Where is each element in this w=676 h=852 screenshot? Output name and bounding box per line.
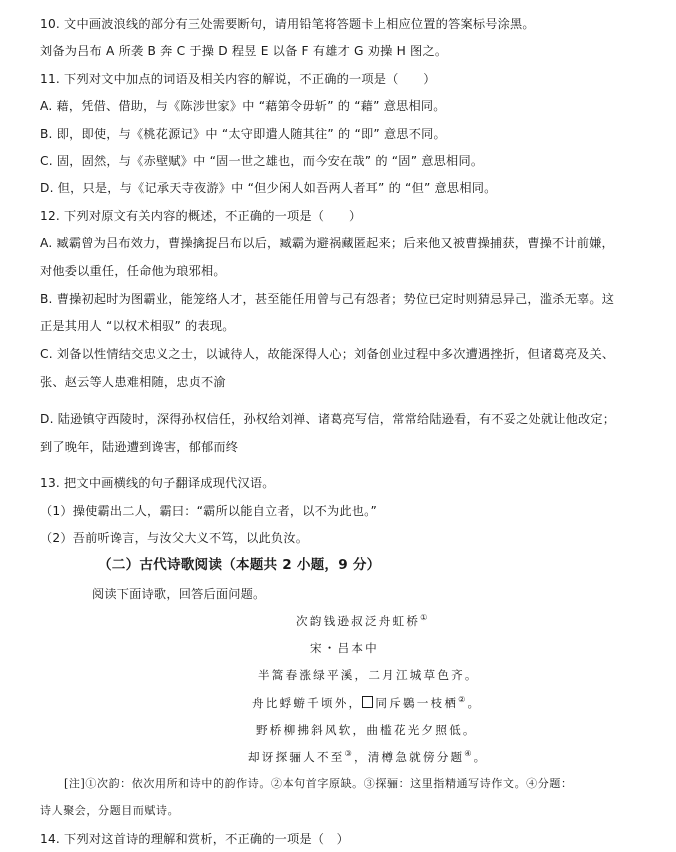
q11-option-b: B. 即，即使，与《桃花源记》中 “太守即遣人随其往” 的 “即” 意思不同。 <box>40 127 446 141</box>
q11-option-a: A. 藉，凭借、借助，与《陈涉世家》中 “藉第令毋斩” 的 “藉” 意思相同。 <box>40 99 446 113</box>
poem-line-4-note: ③ <box>344 749 354 759</box>
q12-stem: 12. 下列对原文有关内容的概述，不正确的一项是（ ） <box>40 209 362 223</box>
poem-notes-line1: [注]①次韵：依次用所和诗中的韵作诗。②本句首字原缺。③探骊：这里指精通写诗作文。④分题： <box>64 777 573 790</box>
q12-option-a-line2: 对他委以重任，任命他为琅邪相。 <box>40 264 226 278</box>
poem-line-2-post: 同斥鷃一枝栖 <box>375 696 459 710</box>
poem-line-2-note: ② <box>458 695 468 705</box>
q13-item-1: （1）操使霸出二人，霸曰：“霸所以能自立者，以不为此也。” <box>40 504 377 518</box>
poem-line-4-mid: ，清樽急就傍分题 <box>353 750 465 764</box>
q12-option-d-line2: 到了晚年，陆逊遭到谗害，郁郁而终 <box>40 440 239 454</box>
q12-option-b-line2: 正是其用人 “以权术相驭” 的表现。 <box>40 319 235 333</box>
section-instruction: 阅读下面诗歌，回答后面问题。 <box>92 587 266 601</box>
section-title: （二）古代诗歌阅读（本题共 2 小题，9 分） <box>98 557 381 573</box>
q12-option-c-line2: 张、赵云等人患难相随，忠贞不渝 <box>40 375 226 389</box>
missing-character-box <box>362 696 373 708</box>
poem-line-4-note2: ④ <box>464 749 474 759</box>
q12-option-d-line1: D. 陆逊镇守西陵时，深得孙权信任，孙权给刘禅、诸葛亮写信，常常给陆逊看，有不妥之处就让他改定； <box>40 412 616 426</box>
q10-text: 刘备为吕布 A 所袭 B 奔 C 于操 D 程昱 E 以备 F 有雄才 G 劝操 H 图之。 <box>40 44 448 58</box>
poem-line-3: 野桥柳拂斜风软，曲槛花光夕照低。 <box>256 723 477 737</box>
q12-option-a-line1: A. 臧霸曾为吕布效力，曹操擒捉吕布以后，臧霸为避祸藏匿起来；后来他又被曹操捕获，曹操不计前嫌， <box>40 236 614 250</box>
poem-line-4-pre: 却讶探骊人不至 <box>248 750 345 764</box>
poem-notes-line2: 诗人聚会，分题目而赋诗。 <box>40 804 180 817</box>
poem-line-2-end: 。 <box>467 696 482 710</box>
q12-option-b-line1: B. 曹操初起时为图霸业，能笼络人才，甚至能任用曾与己有怨者；势位已定时则猜忌异己，滥杀无辜。这 <box>40 292 615 306</box>
poem-author: 宋・吕本中 <box>310 641 379 655</box>
poem-line-2-pre: 舟比蜉蝣千顷外， <box>252 696 363 710</box>
q13-item-2: （2）吾前听谗言，与汝父大义不笃，以此负汝。 <box>40 531 309 545</box>
q12-option-c-line1: C. 刘备以性情结交忠义之士，以诚待人，故能深得人心；刘备创业过程中多次遭遇挫折，但诸葛亮及关、 <box>40 347 615 361</box>
poem-line-2 <box>252 695 481 711</box>
poem-title-note: ① <box>420 613 430 623</box>
poem-line-1: 半篙春涨绿平溪，二月江城草色齐。 <box>258 668 479 682</box>
poem-title <box>296 613 430 629</box>
poem-line-4 <box>248 749 487 765</box>
q10-stem: 10. 文中画波浪线的部分有三处需要断句，请用铅笔将答题卡上相应位置的答案标号涂黑。 <box>40 17 535 31</box>
q11-stem: 11. 下列对文中加点的词语及相关内容的解说，不正确的一项是（ ） <box>40 72 436 86</box>
q11-option-c: C. 固，固然，与《赤壁赋》中 “固一世之雄也，而今安在哉” 的 “固” 意思相同。 <box>40 154 484 168</box>
poem-title-text: 次韵钱逊叔泛舟虹桥 <box>296 614 421 628</box>
q14-stem: 14. 下列对这首诗的理解和赏析，不正确的一项是（ ） <box>40 832 349 846</box>
q11-option-d: D. 但，只是，与《记承天寺夜游》中 “但少闲人如吾两人者耳” 的 “但” 意思相同。 <box>40 181 497 195</box>
q13-stem: 13. 把文中画横线的句子翻译成现代汉语。 <box>40 476 275 490</box>
poem-line-4-end: 。 <box>473 750 488 764</box>
